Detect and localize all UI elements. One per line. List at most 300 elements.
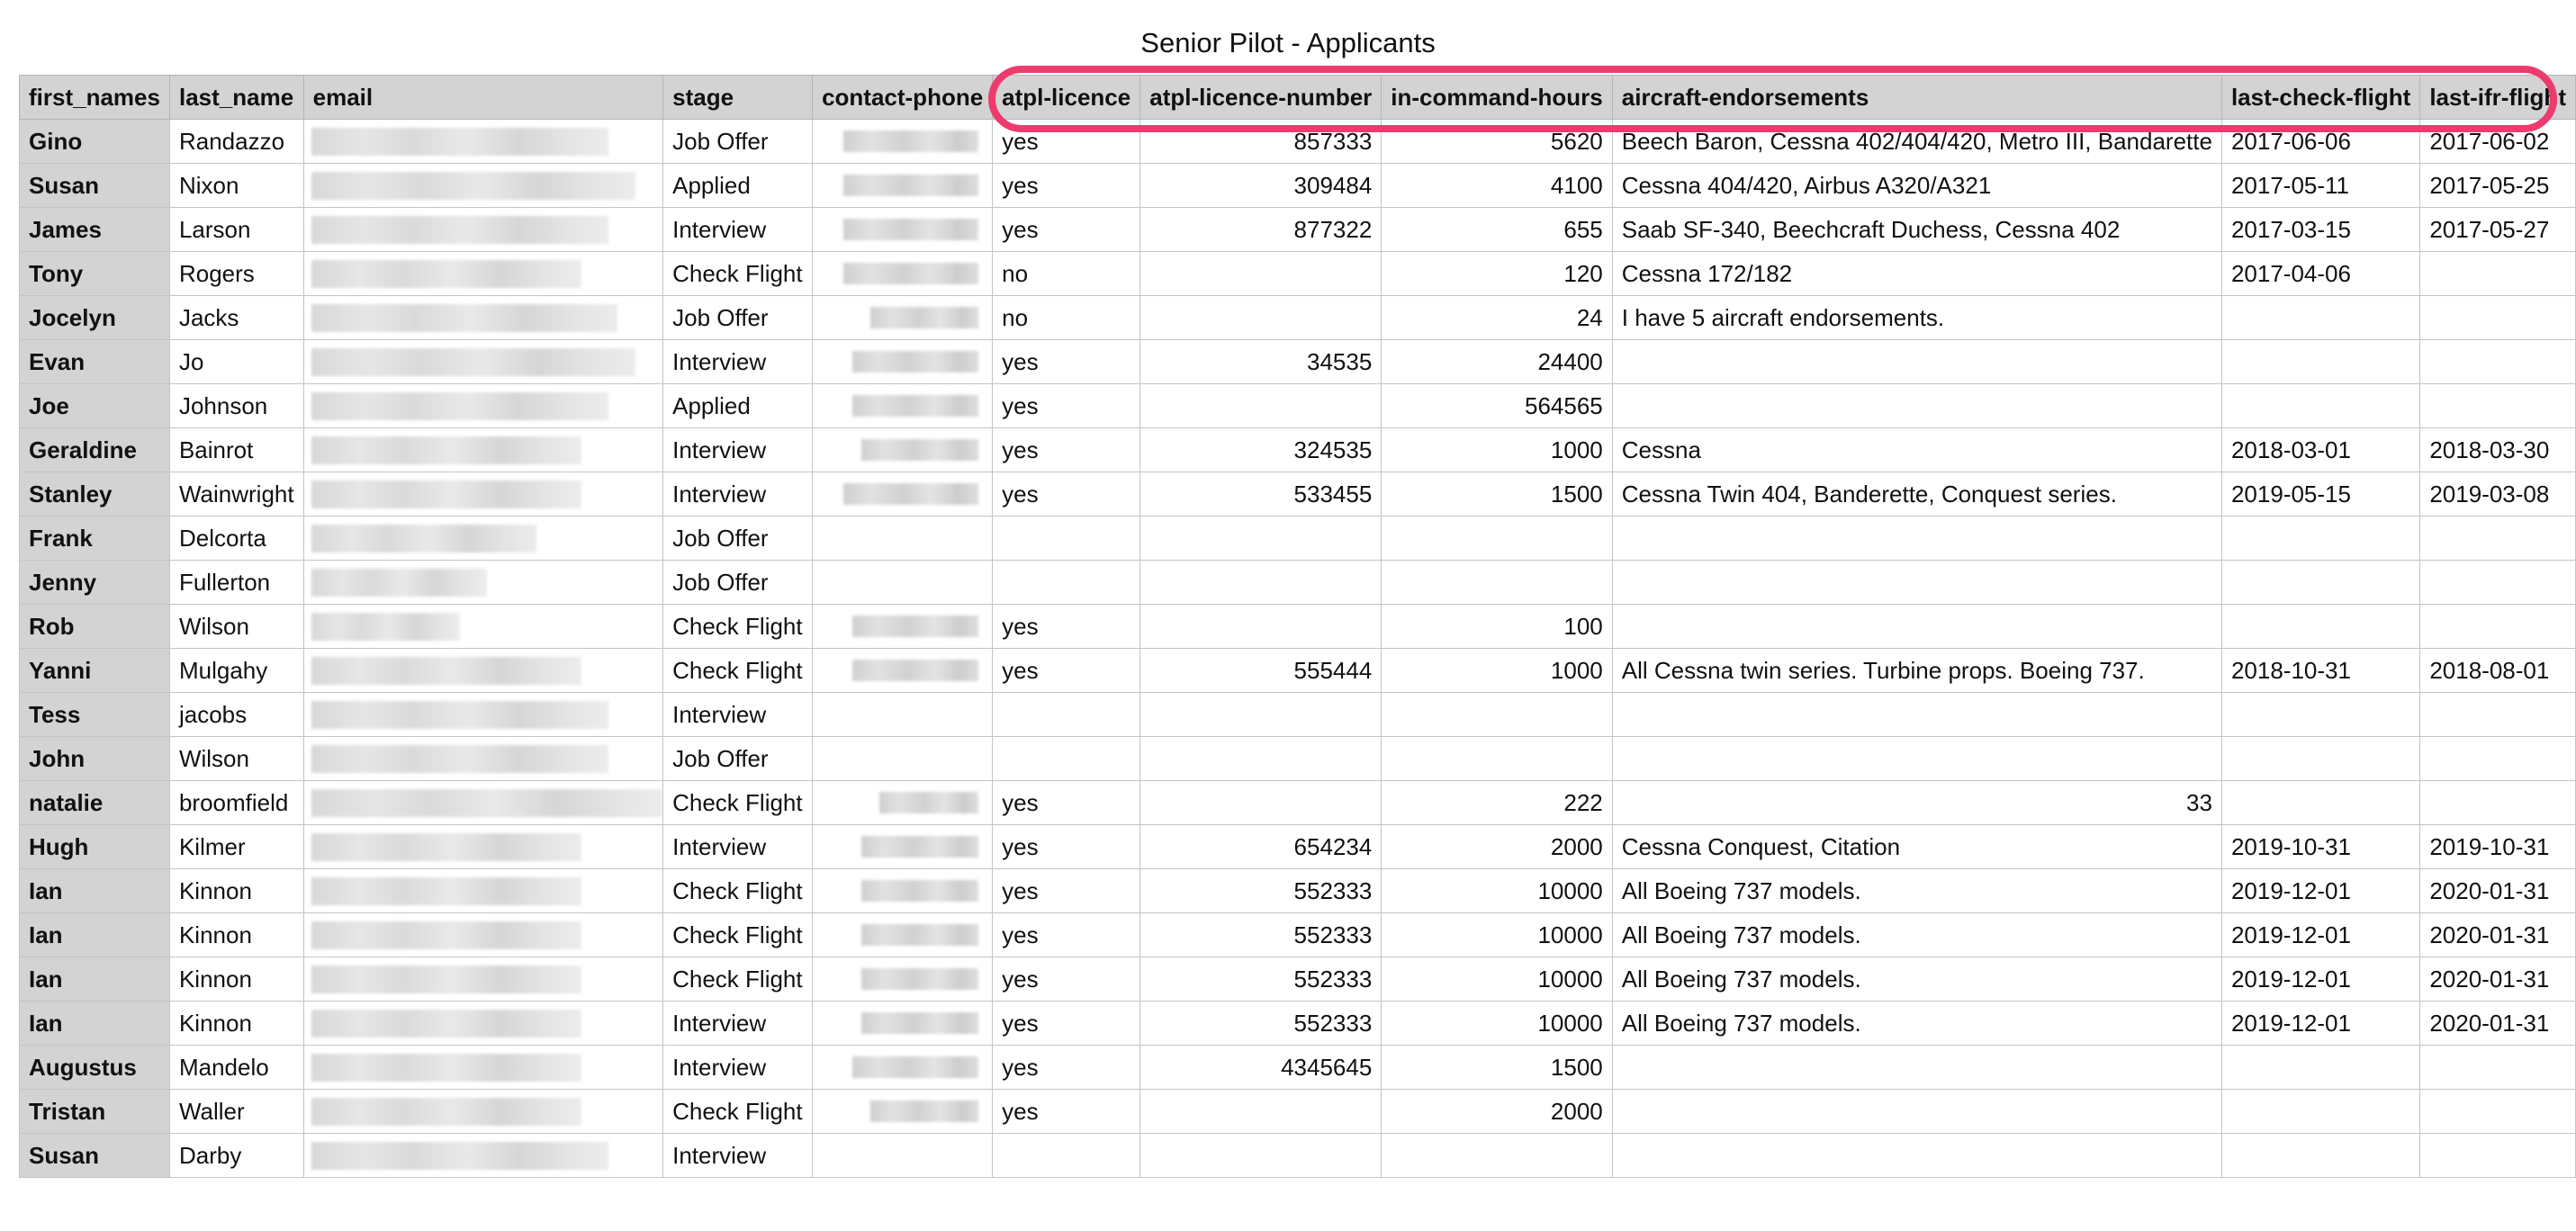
cell-last-name[interactable]: Jacks: [169, 296, 303, 340]
cell-atpl-licence[interactable]: no: [993, 252, 1140, 296]
cell-atpl-licence[interactable]: [993, 517, 1140, 561]
cell-email-redacted[interactable]: [303, 472, 663, 517]
cell-last-ifr-flight[interactable]: 2018-08-01: [2420, 649, 2576, 693]
cell-first-name[interactable]: Geraldine: [20, 428, 170, 472]
cell-last-ifr-flight[interactable]: 2019-03-08: [2420, 472, 2576, 517]
cell-aircraft-endorsements[interactable]: Cessna 172/182: [1612, 252, 2221, 296]
cell-phone-redacted[interactable]: [813, 1046, 993, 1090]
cell-last-check-flight[interactable]: [2221, 384, 2419, 428]
redaction-blur: [861, 880, 978, 902]
cell-stage[interactable]: Check Flight: [663, 957, 813, 1002]
cell-last-name[interactable]: Wilson: [169, 737, 303, 781]
cell-last-check-flight[interactable]: [2221, 296, 2419, 340]
cell-last-check-flight[interactable]: 2018-03-01: [2221, 428, 2419, 472]
cell-phone-redacted[interactable]: [813, 825, 993, 869]
cell-in-command-hours[interactable]: 24400: [1382, 340, 1612, 384]
cell-first-name[interactable]: Susan: [20, 164, 170, 208]
cell-phone-redacted[interactable]: [813, 384, 993, 428]
cell-email-redacted[interactable]: [303, 296, 663, 340]
cell-aircraft-endorsements[interactable]: Cessna Conquest, Citation: [1612, 825, 2221, 869]
table-row: [20, 1046, 2576, 1090]
column-header[interactable]: first_names: [20, 76, 170, 120]
cell-phone-redacted[interactable]: [813, 164, 993, 208]
cell-first-name[interactable]: Augustus: [20, 1046, 170, 1090]
cell-first-name[interactable]: James: [20, 208, 170, 252]
table-row: [20, 825, 2576, 869]
cell-phone-redacted[interactable]: [813, 296, 993, 340]
cell-first-name[interactable]: Jocelyn: [20, 296, 170, 340]
cell-last-name[interactable]: jacobs: [169, 693, 303, 737]
column-header[interactable]: aircraft-endorsements: [1612, 76, 2221, 120]
cell-atpl-licence[interactable]: yes: [993, 120, 1140, 164]
cell-last-check-flight[interactable]: 2017-04-06: [2221, 252, 2419, 296]
cell-last-name[interactable]: Randazzo: [169, 120, 303, 164]
cell-aircraft-endorsements[interactable]: Cessna Twin 404, Banderette, Conquest series.: [1612, 472, 2221, 517]
cell-stage[interactable]: Interview: [663, 472, 813, 517]
cell-aircraft-endorsements[interactable]: All Boeing 737 models.: [1612, 869, 2221, 913]
cell-in-command-hours[interactable]: 4100: [1382, 164, 1612, 208]
cell-first-name[interactable]: Tristan: [20, 1090, 170, 1134]
cell-last-name[interactable]: Waller: [169, 1090, 303, 1134]
column-header[interactable]: in-command-hours: [1382, 76, 1612, 120]
cell-atpl-licence-number[interactable]: 552333: [1140, 913, 1382, 957]
cell-atpl-licence-number[interactable]: [1140, 561, 1382, 605]
cell-last-name[interactable]: Wilson: [169, 605, 303, 649]
cell-atpl-licence-number[interactable]: 552333: [1140, 957, 1382, 1002]
cell-in-command-hours[interactable]: 1500: [1382, 472, 1612, 517]
cell-stage[interactable]: Check Flight: [663, 649, 813, 693]
cell-atpl-licence[interactable]: yes: [993, 1090, 1140, 1134]
redaction-blur: [311, 569, 487, 597]
cell-atpl-licence-number[interactable]: [1140, 296, 1382, 340]
cell-aircraft-endorsements[interactable]: All Boeing 737 models.: [1612, 957, 2221, 1002]
cell-last-check-flight[interactable]: [2221, 561, 2419, 605]
cell-atpl-licence[interactable]: yes: [993, 825, 1140, 869]
table-row: [20, 164, 2576, 208]
cell-atpl-licence-number[interactable]: 324535: [1140, 428, 1382, 472]
cell-stage[interactable]: Check Flight: [663, 605, 813, 649]
cell-in-command-hours[interactable]: 10000: [1382, 957, 1612, 1002]
cell-first-name[interactable]: natalie: [20, 781, 170, 825]
cell-last-ifr-flight[interactable]: 2020-01-31: [2420, 869, 2576, 913]
cell-stage[interactable]: Check Flight: [663, 1090, 813, 1134]
cell-last-ifr-flight[interactable]: [2420, 693, 2576, 737]
cell-in-command-hours[interactable]: 24: [1382, 296, 1612, 340]
cell-first-name[interactable]: Rob: [20, 605, 170, 649]
cell-first-name[interactable]: Yanni: [20, 649, 170, 693]
cell-aircraft-endorsements[interactable]: 33: [1612, 781, 2221, 825]
cell-email-redacted[interactable]: [303, 384, 663, 428]
cell-last-ifr-flight[interactable]: [2420, 340, 2576, 384]
cell-phone-redacted[interactable]: [813, 472, 993, 517]
cell-last-ifr-flight[interactable]: [2420, 737, 2576, 781]
cell-stage[interactable]: Interview: [663, 1046, 813, 1090]
cell-last-ifr-flight[interactable]: 2017-06-02: [2420, 120, 2576, 164]
cell-email-redacted[interactable]: [303, 517, 663, 561]
cell-in-command-hours[interactable]: 10000: [1382, 869, 1612, 913]
cell-first-name[interactable]: Joe: [20, 384, 170, 428]
cell-last-name[interactable]: Kinnon: [169, 869, 303, 913]
cell-first-name[interactable]: Tess: [20, 693, 170, 737]
cell-atpl-licence-number[interactable]: 555444: [1140, 649, 1382, 693]
cell-aircraft-endorsements[interactable]: All Boeing 737 models.: [1612, 913, 2221, 957]
cell-email-redacted[interactable]: [303, 605, 663, 649]
cell-first-name[interactable]: Ian: [20, 913, 170, 957]
cell-last-ifr-flight[interactable]: 2019-10-31: [2420, 825, 2576, 869]
cell-last-name[interactable]: Larson: [169, 208, 303, 252]
cell-atpl-licence[interactable]: no: [993, 296, 1140, 340]
cell-atpl-licence[interactable]: [993, 561, 1140, 605]
cell-atpl-licence[interactable]: yes: [993, 781, 1140, 825]
cell-last-check-flight[interactable]: [2221, 340, 2419, 384]
cell-phone-redacted[interactable]: [813, 561, 993, 605]
cell-aircraft-endorsements[interactable]: [1612, 693, 2221, 737]
cell-aircraft-endorsements[interactable]: I have 5 aircraft endorsements.: [1612, 296, 2221, 340]
cell-phone-redacted[interactable]: [813, 869, 993, 913]
cell-atpl-licence-number[interactable]: 34535: [1140, 340, 1382, 384]
cell-in-command-hours[interactable]: 564565: [1382, 384, 1612, 428]
cell-first-name[interactable]: Gino: [20, 120, 170, 164]
cell-last-check-flight[interactable]: 2017-03-15: [2221, 208, 2419, 252]
cell-atpl-licence[interactable]: yes: [993, 1046, 1140, 1090]
cell-last-check-flight[interactable]: [2221, 517, 2419, 561]
cell-atpl-licence[interactable]: [993, 737, 1140, 781]
cell-stage[interactable]: Check Flight: [663, 252, 813, 296]
cell-last-ifr-flight[interactable]: [2420, 561, 2576, 605]
cell-stage[interactable]: Job Offer: [663, 517, 813, 561]
cell-atpl-licence-number[interactable]: 857333: [1140, 120, 1382, 164]
cell-phone-redacted[interactable]: [813, 913, 993, 957]
cell-last-check-flight[interactable]: 2019-10-31: [2221, 825, 2419, 869]
cell-first-name[interactable]: Jenny: [20, 561, 170, 605]
cell-stage[interactable]: Check Flight: [663, 781, 813, 825]
column-header[interactable]: last_name: [169, 76, 303, 120]
cell-last-check-flight[interactable]: 2019-12-01: [2221, 913, 2419, 957]
table-row: [20, 252, 2576, 296]
redaction-blur: [311, 436, 581, 464]
cell-stage[interactable]: Applied: [663, 384, 813, 428]
cell-atpl-licence-number[interactable]: 309484: [1140, 164, 1382, 208]
cell-atpl-licence-number[interactable]: [1140, 693, 1382, 737]
cell-last-check-flight[interactable]: [2221, 737, 2419, 781]
cell-last-name[interactable]: Kinnon: [169, 957, 303, 1002]
cell-last-check-flight[interactable]: 2019-12-01: [2221, 957, 2419, 1002]
cell-aircraft-endorsements[interactable]: [1612, 737, 2221, 781]
redaction-blur: [861, 439, 978, 461]
cell-stage[interactable]: Interview: [663, 1134, 813, 1178]
redaction-blur: [311, 701, 608, 729]
cell-email-redacted[interactable]: [303, 1002, 663, 1046]
cell-last-ifr-flight[interactable]: [2420, 605, 2576, 649]
table-row: [20, 649, 2576, 693]
cell-atpl-licence-number[interactable]: 552333: [1140, 1002, 1382, 1046]
cell-last-check-flight[interactable]: 2019-05-15: [2221, 472, 2419, 517]
cell-phone-redacted[interactable]: [813, 1002, 993, 1046]
cell-first-name[interactable]: Frank: [20, 517, 170, 561]
cell-email-redacted[interactable]: [303, 737, 663, 781]
cell-atpl-licence[interactable]: yes: [993, 605, 1140, 649]
cell-phone-redacted[interactable]: [813, 1090, 993, 1134]
cell-phone-redacted[interactable]: [813, 693, 993, 737]
cell-aircraft-endorsements[interactable]: Saab SF-340, Beechcraft Duchess, Cessna 402: [1612, 208, 2221, 252]
cell-atpl-licence-number[interactable]: [1140, 1090, 1382, 1134]
cell-aircraft-endorsements[interactable]: Cessna: [1612, 428, 2221, 472]
cell-email-redacted[interactable]: [303, 693, 663, 737]
cell-atpl-licence[interactable]: yes: [993, 164, 1140, 208]
cell-in-command-hours[interactable]: 10000: [1382, 913, 1612, 957]
cell-stage[interactable]: Job Offer: [663, 296, 813, 340]
cell-phone-redacted[interactable]: [813, 649, 993, 693]
cell-last-name[interactable]: Delcorta: [169, 517, 303, 561]
cell-atpl-licence-number[interactable]: [1140, 737, 1382, 781]
cell-email-redacted[interactable]: [303, 649, 663, 693]
cell-atpl-licence-number[interactable]: 533455: [1140, 472, 1382, 517]
cell-in-command-hours[interactable]: 120: [1382, 252, 1612, 296]
cell-last-name[interactable]: Kinnon: [169, 913, 303, 957]
cell-email-redacted[interactable]: [303, 1046, 663, 1090]
cell-atpl-licence-number[interactable]: 654234: [1140, 825, 1382, 869]
cell-stage[interactable]: Check Flight: [663, 869, 813, 913]
cell-email-redacted[interactable]: [303, 428, 663, 472]
cell-last-check-flight[interactable]: [2221, 1134, 2419, 1178]
cell-last-ifr-flight[interactable]: [2420, 384, 2576, 428]
cell-in-command-hours[interactable]: 5620: [1382, 120, 1612, 164]
cell-last-name[interactable]: Rogers: [169, 252, 303, 296]
cell-email-redacted[interactable]: [303, 781, 663, 825]
cell-atpl-licence[interactable]: yes: [993, 384, 1140, 428]
cell-atpl-licence[interactable]: [993, 693, 1140, 737]
cell-first-name[interactable]: Ian: [20, 869, 170, 913]
cell-aircraft-endorsements[interactable]: [1612, 517, 2221, 561]
cell-last-ifr-flight[interactable]: [2420, 517, 2576, 561]
cell-phone-redacted[interactable]: [813, 340, 993, 384]
cell-atpl-licence-number[interactable]: [1140, 1134, 1382, 1178]
cell-stage[interactable]: Interview: [663, 340, 813, 384]
cell-phone-redacted[interactable]: [813, 517, 993, 561]
cell-last-name[interactable]: broomfield: [169, 781, 303, 825]
applicants-table: [19, 75, 2576, 1178]
cell-last-check-flight[interactable]: [2221, 781, 2419, 825]
cell-last-ifr-flight[interactable]: [2420, 1046, 2576, 1090]
cell-in-command-hours[interactable]: [1382, 561, 1612, 605]
cell-aircraft-endorsements[interactable]: All Boeing 737 models.: [1612, 1002, 2221, 1046]
cell-atpl-licence-number[interactable]: [1140, 605, 1382, 649]
cell-atpl-licence[interactable]: yes: [993, 869, 1140, 913]
cell-last-name[interactable]: Johnson: [169, 384, 303, 428]
cell-stage[interactable]: Check Flight: [663, 913, 813, 957]
cell-in-command-hours[interactable]: 2000: [1382, 1090, 1612, 1134]
cell-last-name[interactable]: Wainwright: [169, 472, 303, 517]
cell-last-name[interactable]: Mulgahy: [169, 649, 303, 693]
cell-stage[interactable]: Job Offer: [663, 120, 813, 164]
cell-atpl-licence-number[interactable]: [1140, 384, 1382, 428]
cell-email-redacted[interactable]: [303, 164, 663, 208]
cell-phone-redacted[interactable]: [813, 120, 993, 164]
cell-last-name[interactable]: Bainrot: [169, 428, 303, 472]
cell-last-check-flight[interactable]: 2019-12-01: [2221, 1002, 2419, 1046]
column-header[interactable]: atpl-licence-number: [1140, 76, 1382, 120]
cell-in-command-hours[interactable]: 100: [1382, 605, 1612, 649]
cell-first-name[interactable]: Tony: [20, 252, 170, 296]
cell-first-name[interactable]: Ian: [20, 1002, 170, 1046]
cell-atpl-licence[interactable]: yes: [993, 649, 1140, 693]
cell-atpl-licence-number[interactable]: [1140, 781, 1382, 825]
cell-phone-redacted[interactable]: [813, 1134, 993, 1178]
cell-in-command-hours[interactable]: [1382, 1134, 1612, 1178]
cell-stage[interactable]: Job Offer: [663, 561, 813, 605]
cell-last-check-flight[interactable]: 2018-10-31: [2221, 649, 2419, 693]
cell-last-check-flight[interactable]: [2221, 1090, 2419, 1134]
cell-in-command-hours[interactable]: 10000: [1382, 1002, 1612, 1046]
cell-aircraft-endorsements[interactable]: All Cessna twin series. Turbine props. Boeing 737.: [1612, 649, 2221, 693]
cell-last-ifr-flight[interactable]: [2420, 1090, 2576, 1134]
cell-last-name[interactable]: Kilmer: [169, 825, 303, 869]
redaction-blur: [311, 1142, 608, 1170]
cell-email-redacted[interactable]: [303, 1134, 663, 1178]
cell-first-name[interactable]: Susan: [20, 1134, 170, 1178]
table-row: [20, 1134, 2576, 1178]
cell-in-command-hours[interactable]: 2000: [1382, 825, 1612, 869]
redaction-blur: [311, 789, 662, 817]
cell-aircraft-endorsements[interactable]: [1612, 340, 2221, 384]
cell-in-command-hours[interactable]: [1382, 693, 1612, 737]
redaction-blur: [311, 348, 635, 376]
cell-atpl-licence-number[interactable]: 4345645: [1140, 1046, 1382, 1090]
cell-last-name[interactable]: Darby: [169, 1134, 303, 1178]
cell-last-ifr-flight[interactable]: [2420, 1134, 2576, 1178]
cell-in-command-hours[interactable]: [1382, 517, 1612, 561]
cell-atpl-licence[interactable]: yes: [993, 957, 1140, 1002]
redaction-blur: [852, 660, 978, 681]
redaction-blur: [311, 657, 581, 685]
cell-aircraft-endorsements[interactable]: [1612, 561, 2221, 605]
cell-stage[interactable]: Job Offer: [663, 737, 813, 781]
cell-last-ifr-flight[interactable]: 2017-05-25: [2420, 164, 2576, 208]
cell-atpl-licence[interactable]: yes: [993, 340, 1140, 384]
cell-last-name[interactable]: Jo: [169, 340, 303, 384]
cell-last-check-flight[interactable]: 2017-05-11: [2221, 164, 2419, 208]
table-row: [20, 693, 2576, 737]
cell-phone-redacted[interactable]: [813, 737, 993, 781]
cell-last-ifr-flight[interactable]: 2018-03-30: [2420, 428, 2576, 472]
cell-atpl-licence-number[interactable]: [1140, 252, 1382, 296]
redaction-blur: [843, 263, 978, 284]
cell-in-command-hours[interactable]: 222: [1382, 781, 1612, 825]
redaction-blur: [861, 836, 978, 858]
cell-first-name[interactable]: Hugh: [20, 825, 170, 869]
cell-atpl-licence[interactable]: [993, 1134, 1140, 1178]
cell-email-redacted[interactable]: [303, 1090, 663, 1134]
column-header[interactable]: last-check-flight: [2221, 76, 2419, 120]
cell-last-name[interactable]: Mandelo: [169, 1046, 303, 1090]
cell-stage[interactable]: Interview: [663, 428, 813, 472]
cell-atpl-licence[interactable]: yes: [993, 913, 1140, 957]
cell-last-ifr-flight[interactable]: [2420, 781, 2576, 825]
cell-last-ifr-flight[interactable]: 2020-01-31: [2420, 1002, 2576, 1046]
cell-aircraft-endorsements[interactable]: [1612, 1090, 2221, 1134]
cell-email-redacted[interactable]: [303, 340, 663, 384]
cell-phone-redacted[interactable]: [813, 781, 993, 825]
cell-email-redacted[interactable]: [303, 252, 663, 296]
cell-stage[interactable]: Applied: [663, 164, 813, 208]
column-header[interactable]: atpl-licence: [993, 76, 1140, 120]
cell-last-check-flight[interactable]: [2221, 1046, 2419, 1090]
column-header[interactable]: email: [303, 76, 663, 120]
cell-phone-redacted[interactable]: [813, 428, 993, 472]
cell-atpl-licence-number[interactable]: [1140, 517, 1382, 561]
cell-last-check-flight[interactable]: 2019-12-01: [2221, 869, 2419, 913]
cell-aircraft-endorsements[interactable]: [1612, 384, 2221, 428]
cell-email-redacted[interactable]: [303, 913, 663, 957]
cell-stage[interactable]: Interview: [663, 693, 813, 737]
cell-stage[interactable]: Interview: [663, 208, 813, 252]
column-header[interactable]: last-ifr-flight: [2420, 76, 2576, 120]
cell-atpl-licence[interactable]: yes: [993, 472, 1140, 517]
cell-aircraft-endorsements[interactable]: [1612, 1046, 2221, 1090]
cell-phone-redacted[interactable]: [813, 605, 993, 649]
cell-phone-redacted[interactable]: [813, 208, 993, 252]
cell-last-ifr-flight[interactable]: 2020-01-31: [2420, 913, 2576, 957]
cell-stage[interactable]: Interview: [663, 825, 813, 869]
cell-last-ifr-flight[interactable]: 2020-01-31: [2420, 957, 2576, 1002]
table-row: [20, 517, 2576, 561]
cell-aircraft-endorsements[interactable]: Cessna 404/420, Airbus A320/A321: [1612, 164, 2221, 208]
cell-aircraft-endorsements[interactable]: [1612, 605, 2221, 649]
cell-in-command-hours[interactable]: 655: [1382, 208, 1612, 252]
cell-last-check-flight[interactable]: [2221, 693, 2419, 737]
cell-last-ifr-flight[interactable]: 2017-05-27: [2420, 208, 2576, 252]
cell-last-ifr-flight[interactable]: [2420, 252, 2576, 296]
cell-phone-redacted[interactable]: [813, 252, 993, 296]
cell-last-name[interactable]: Nixon: [169, 164, 303, 208]
cell-atpl-licence[interactable]: yes: [993, 208, 1140, 252]
cell-atpl-licence-number[interactable]: 877322: [1140, 208, 1382, 252]
cell-in-command-hours[interactable]: 1500: [1382, 1046, 1612, 1090]
cell-last-ifr-flight[interactable]: [2420, 296, 2576, 340]
cell-first-name[interactable]: Evan: [20, 340, 170, 384]
cell-atpl-licence[interactable]: yes: [993, 1002, 1140, 1046]
cell-last-check-flight[interactable]: [2221, 605, 2419, 649]
cell-in-command-hours[interactable]: [1382, 737, 1612, 781]
cell-stage[interactable]: Interview: [663, 1002, 813, 1046]
cell-email-redacted[interactable]: [303, 208, 663, 252]
table-row: [20, 428, 2576, 472]
cell-in-command-hours[interactable]: 1000: [1382, 428, 1612, 472]
cell-aircraft-endorsements[interactable]: Beech Baron, Cessna 402/404/420, Metro III, Bandarette: [1612, 120, 2221, 164]
cell-email-redacted[interactable]: [303, 957, 663, 1002]
cell-first-name[interactable]: John: [20, 737, 170, 781]
cell-last-name[interactable]: Kinnon: [169, 1002, 303, 1046]
cell-last-check-flight[interactable]: 2017-06-06: [2221, 120, 2419, 164]
cell-first-name[interactable]: Stanley: [20, 472, 170, 517]
cell-atpl-licence-number[interactable]: 552333: [1140, 869, 1382, 913]
cell-email-redacted[interactable]: [303, 120, 663, 164]
cell-last-name[interactable]: Fullerton: [169, 561, 303, 605]
redaction-blur: [311, 613, 460, 641]
cell-email-redacted[interactable]: [303, 869, 663, 913]
cell-in-command-hours[interactable]: 1000: [1382, 649, 1612, 693]
column-header[interactable]: stage: [663, 76, 813, 120]
column-header[interactable]: contact-phone: [813, 76, 993, 120]
redaction-blur: [311, 877, 581, 905]
cell-atpl-licence[interactable]: yes: [993, 428, 1140, 472]
cell-email-redacted[interactable]: [303, 825, 663, 869]
cell-phone-redacted[interactable]: [813, 957, 993, 1002]
table-row: [20, 957, 2576, 1002]
cell-email-redacted[interactable]: [303, 561, 663, 605]
cell-first-name[interactable]: Ian: [20, 957, 170, 1002]
cell-aircraft-endorsements[interactable]: [1612, 1134, 2221, 1178]
